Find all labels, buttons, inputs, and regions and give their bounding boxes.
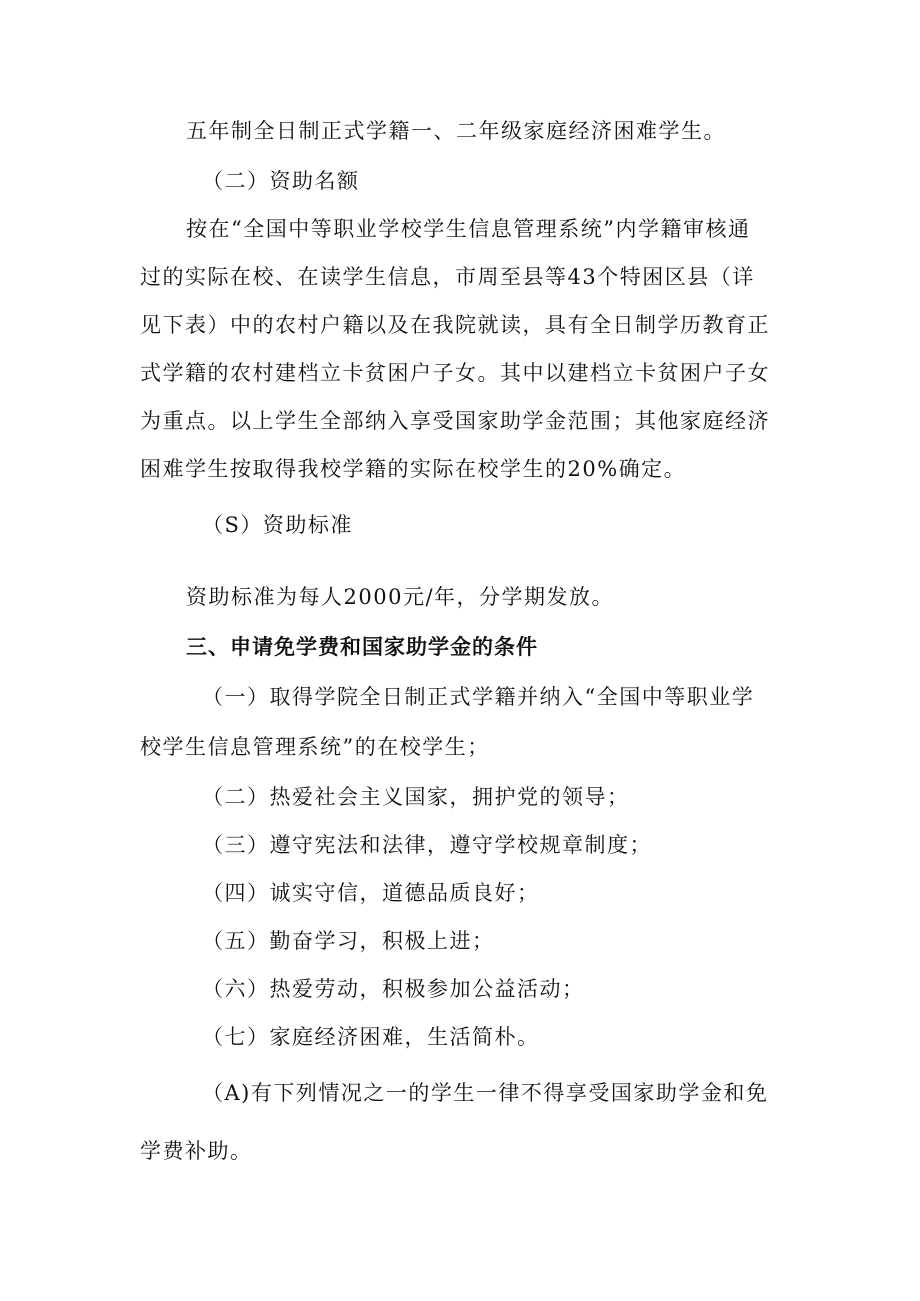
section-heading: 三、申请免学费和国家助学金的条件 xyxy=(186,635,538,659)
list-item: （六）热爱劳动，积极参加公益活动； xyxy=(202,977,585,1001)
list-item: （三）遵守宪法和法律，遵守学校规章制度； xyxy=(202,833,652,857)
paragraph-line: 校学生信息管理系统”的在校学生； xyxy=(140,735,490,759)
paragraph-line: （一）取得学院全日制正式学籍并纳入“全国中等职业学 xyxy=(202,685,755,709)
list-item: （七）家庭经济困难，生活简朴。 xyxy=(202,1025,540,1049)
paragraph-line: 五年制全日制正式学籍一、二年级家庭经济困难学生。 xyxy=(186,119,726,143)
subsection-heading: （S）资助标准 xyxy=(202,513,353,537)
list-item: （二）热爱社会主义国家，拥护党的领导； xyxy=(202,785,630,809)
paragraph-line: 过的实际在校、在读学生信息，市周至县等43个特困区县（详 xyxy=(140,265,755,289)
paragraph-line: 困难学生按取得我校学籍的实际在校学生的20%确定。 xyxy=(140,457,687,481)
paragraph-line: 为重点。以上学生全部纳入享受国家助学金范围；其他家庭经济 xyxy=(140,409,770,433)
paragraph-line: 按在“全国中等职业学校学生信息管理系统”内学籍审核通 xyxy=(186,217,751,241)
paragraph-line: 学费补助。 xyxy=(140,1139,253,1163)
paragraph-line: （A)有下列情况之一的学生一律不得享受国家助学金和免 xyxy=(202,1081,769,1105)
list-item: （四）诚实守信，道德品质良好； xyxy=(202,881,540,905)
paragraph-line: 式学籍的农村建档立卡贫困户子女。其中以建档立卡贫困户子女 xyxy=(140,361,770,385)
list-item: （五）勤奋学习，积极上进； xyxy=(202,929,495,953)
subsection-heading: （二）资助名额 xyxy=(202,169,360,193)
paragraph-line: 资助标准为每人2000元/年，分学期发放。 xyxy=(186,585,615,609)
paragraph-line: 见下表）中的农村户籍以及在我院就读，具有全日制学历教育正 xyxy=(140,313,770,337)
